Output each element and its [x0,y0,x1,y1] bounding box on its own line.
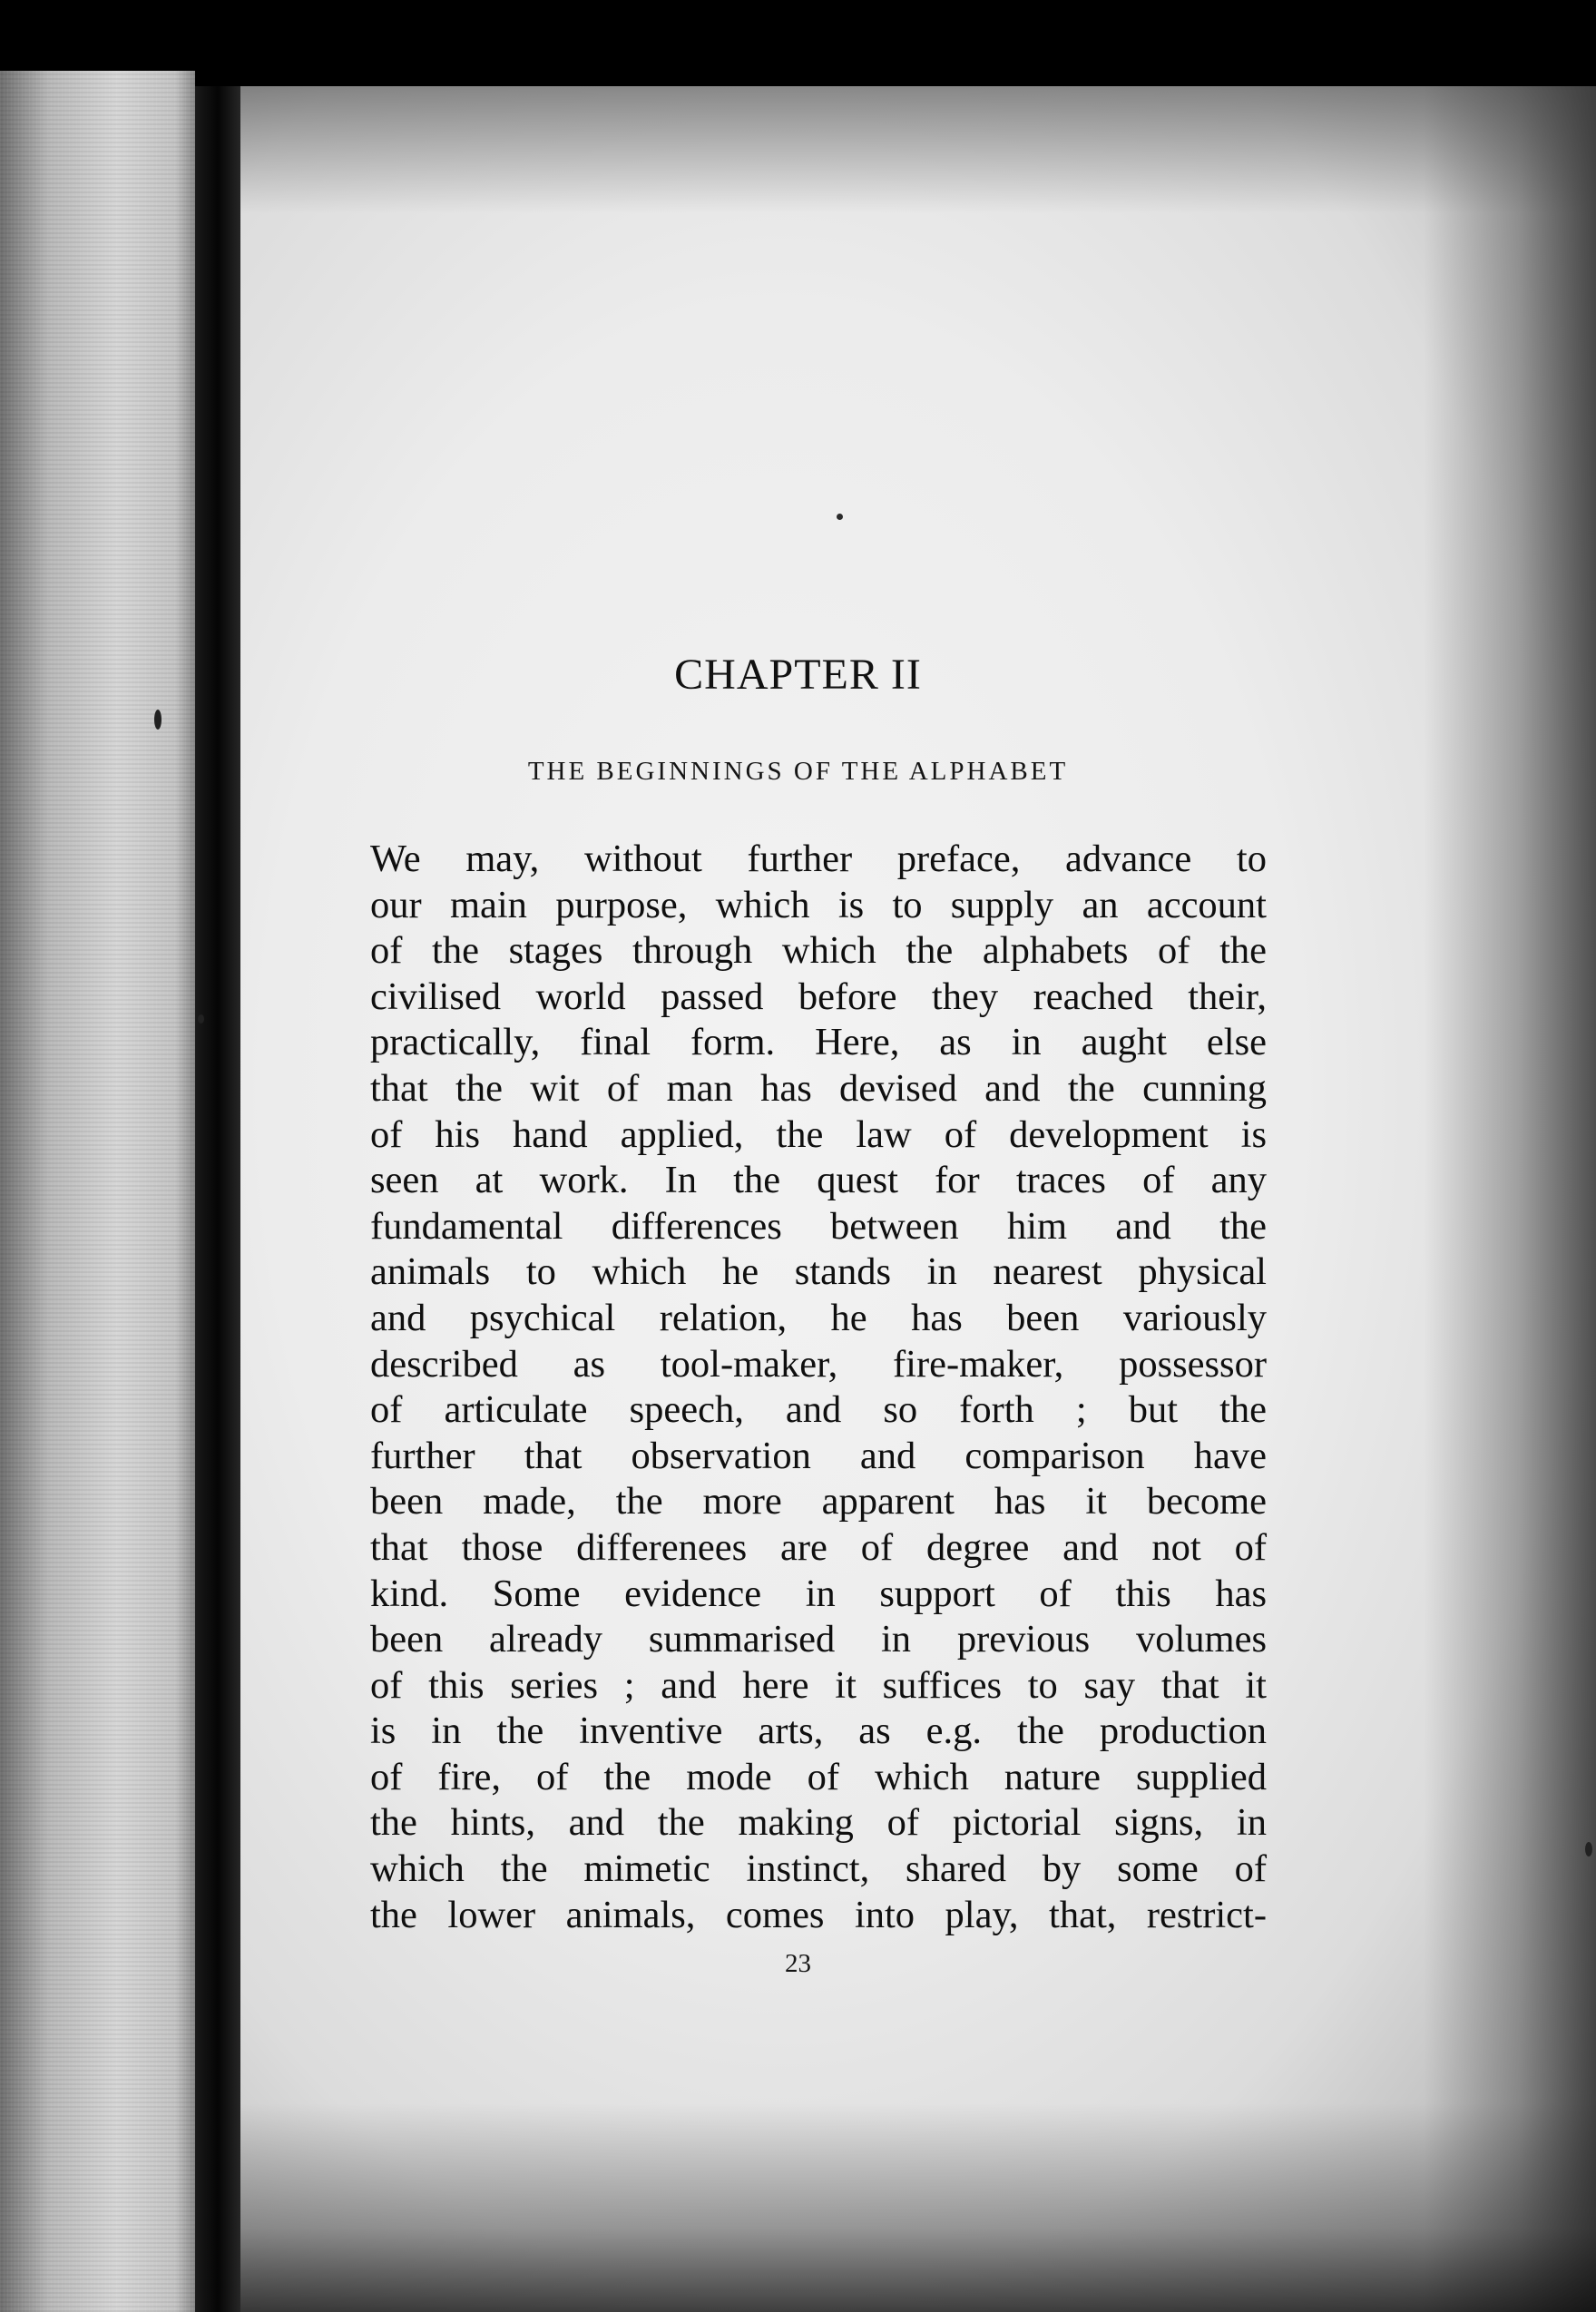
ink-speck [1585,1842,1592,1856]
chapter-title: CHAPTER II [674,651,922,699]
text-line: been made, the more apparent has it become [370,1480,1267,1523]
text-line: is in the inventive arts, as e.g. the production [370,1710,1267,1753]
text-line: that the wit of man has devised and the cunning [370,1066,1267,1110]
text-line: of fire, of the mode of which nature supplied [370,1755,1267,1798]
text-line: We may, without further preface, advance to [370,838,1267,880]
text-line: the hints, and the making of pictorial signs, in [370,1801,1267,1845]
ink-dot-mark [837,514,843,520]
text-line: which the mimetic instinct, shared by some of [370,1847,1267,1891]
text-line: and psychical relation, he has been variously [370,1296,1267,1339]
text-line: kind. Some evidence in support of this has [370,1572,1267,1615]
body-paragraph [370,837,1267,1938]
text-line: further that observation and comparison have [370,1434,1267,1477]
text-line: animals to which he stands in nearest physical [370,1250,1267,1294]
page-top-shadow [240,86,1596,213]
text-line: of articulate speech, and so forth ; but the [370,1388,1267,1432]
chapter-subtitle: THE BEGINNINGS OF THE ALPHABET [527,757,1069,786]
ink-speck [198,1014,204,1024]
text-line: the lower animals, comes into play, that, restrict- [370,1893,1267,1936]
ink-speck [154,710,162,730]
text-line: civilised world passed before they reached their, [370,975,1267,1018]
text-line: seen at work. In the quest for traces of any [370,1159,1267,1202]
text-line: practically, final form. Here, as in aught else [370,1021,1267,1064]
text-line: of the stages through which the alphabets of the [370,929,1267,973]
text-line: described as tool-maker, fire-maker, possessor [370,1342,1267,1386]
text-line: been already summarised in previous volumes [370,1618,1267,1661]
text-line: of this series ; and here it suffices to say that it [370,1663,1267,1707]
text-line: our main purpose, which is to supply an account [370,883,1267,926]
text-line: that those differenees are of degree and not of [370,1525,1267,1569]
text-line: fundamental differences between him and the [370,1204,1267,1248]
text-line: of his hand applied, the law of development is [370,1112,1267,1156]
page-number: 23 [785,1949,811,1978]
